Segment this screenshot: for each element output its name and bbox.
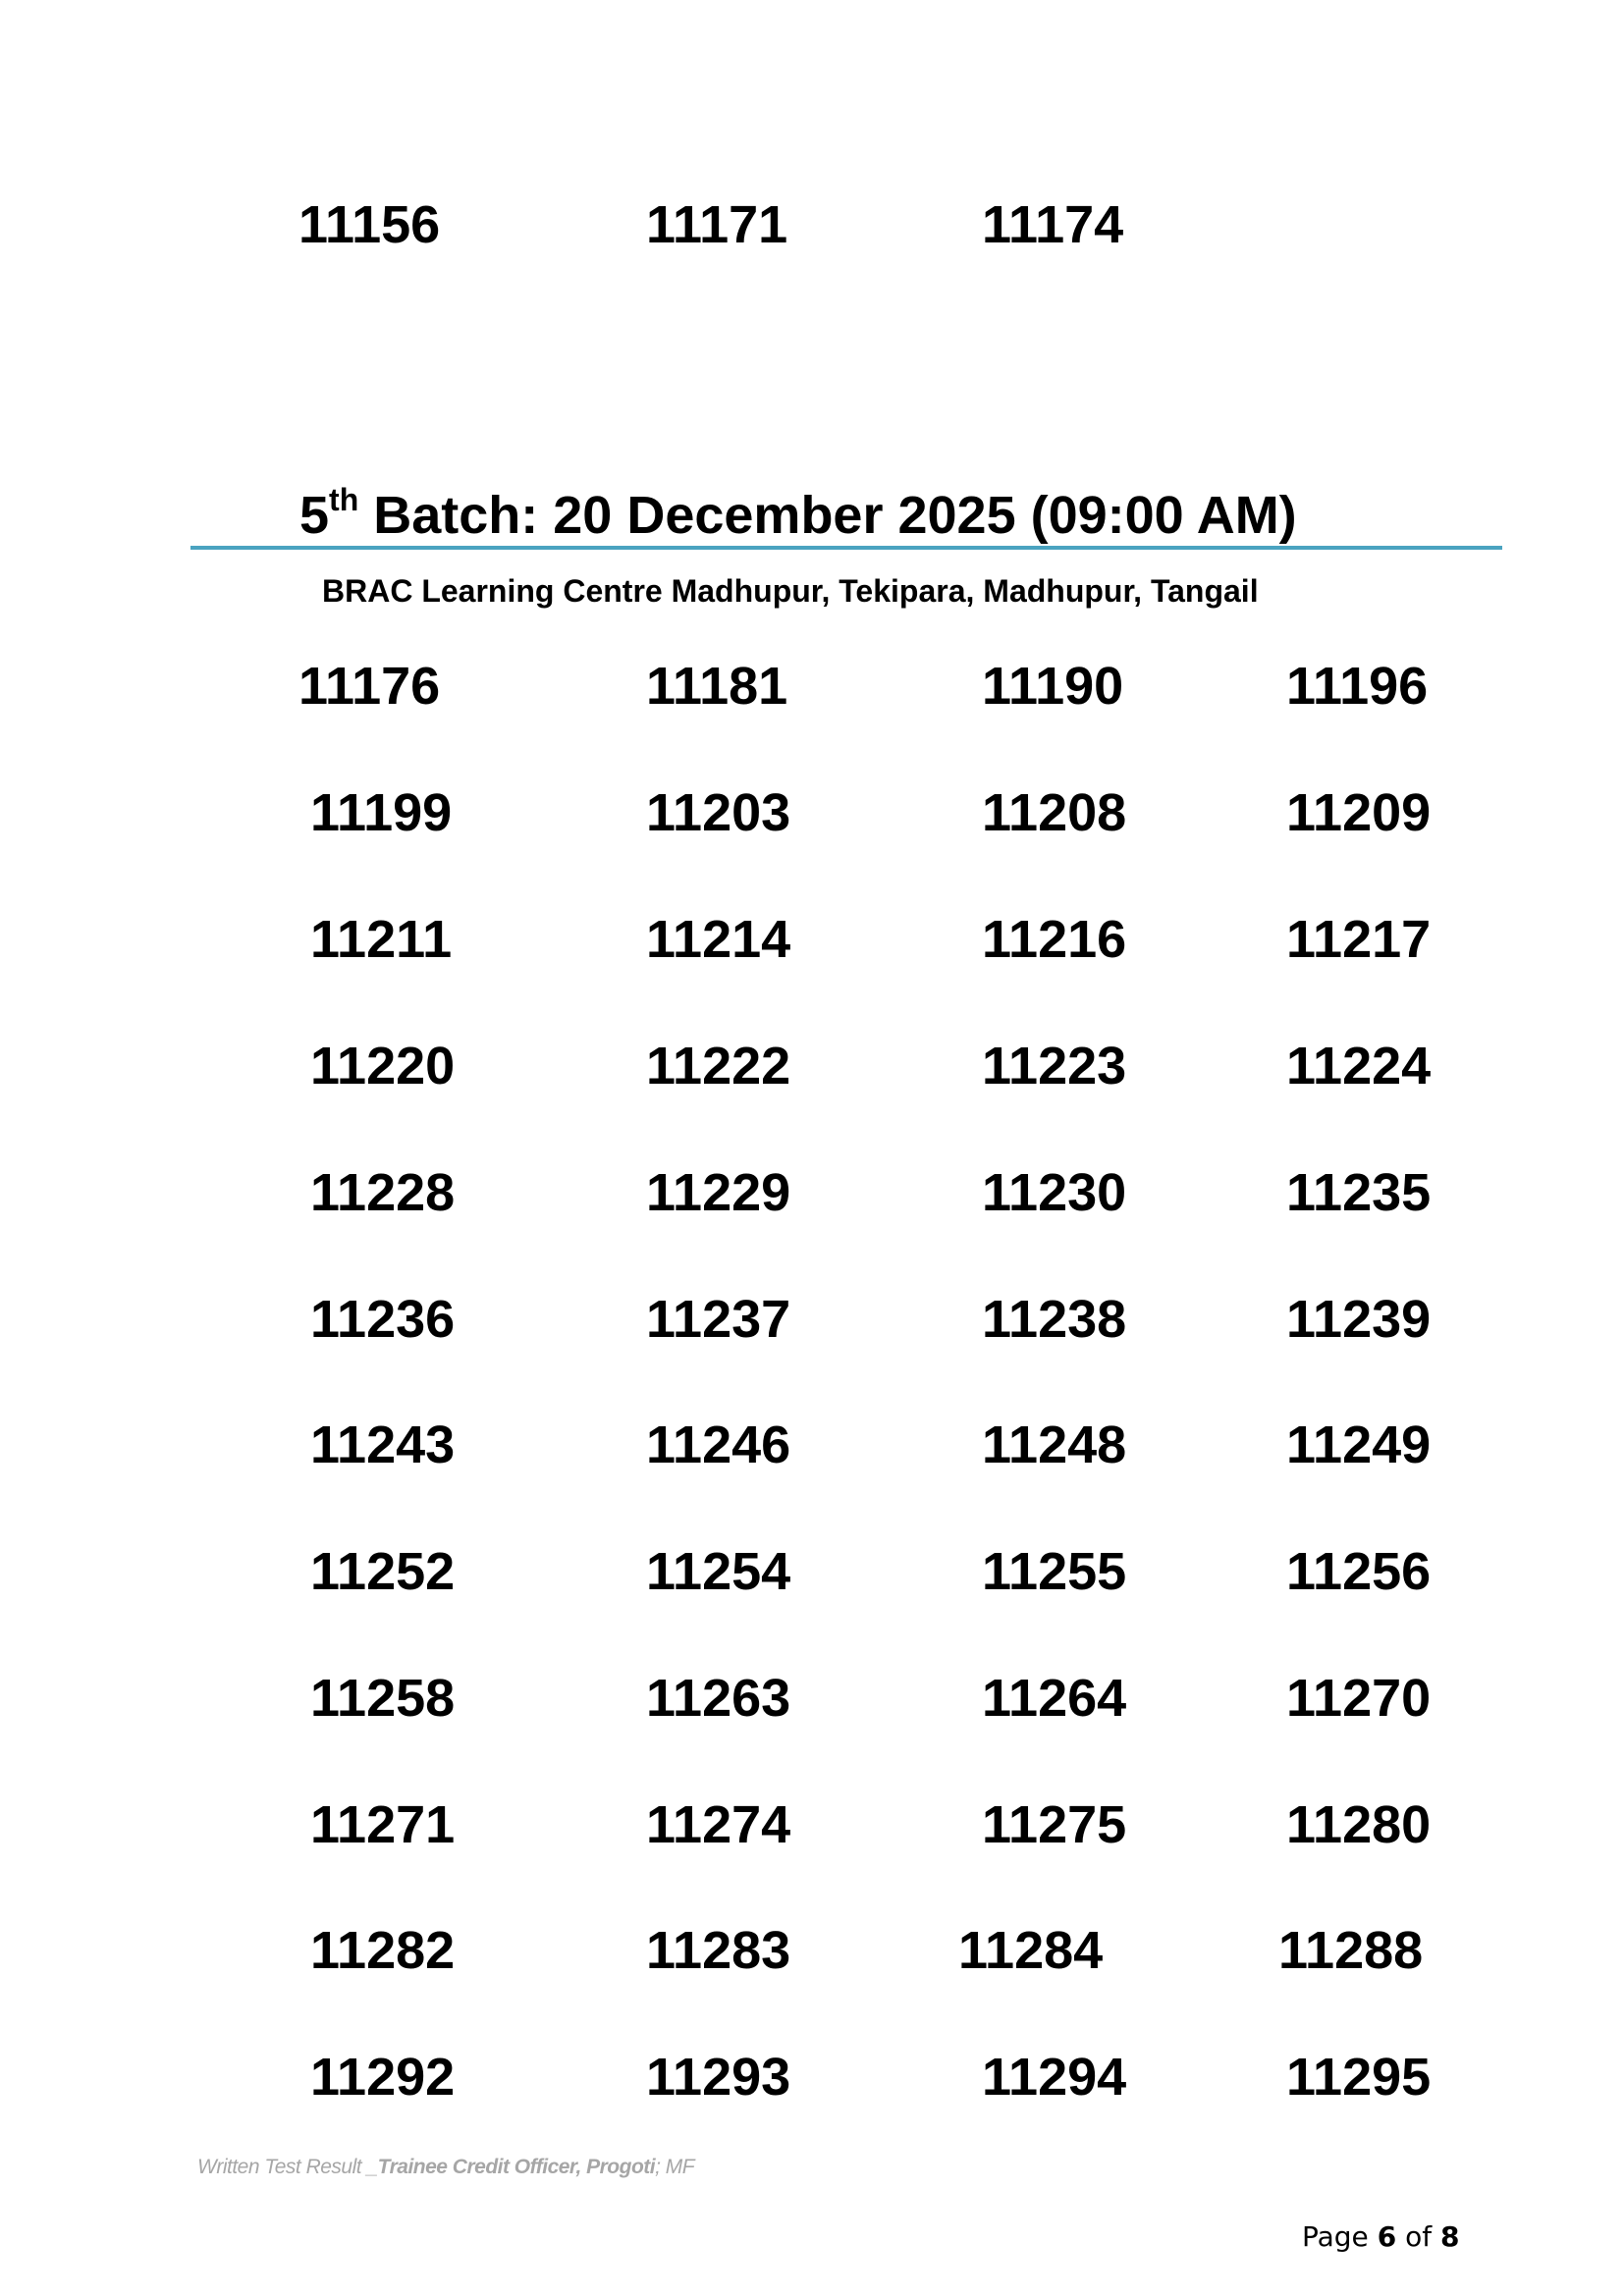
roll-number: 11203 [646, 783, 791, 842]
roll-number: 11246 [646, 1415, 791, 1474]
roll-row [0, 780, 1624, 849]
roll-number: 11208 [982, 783, 1127, 842]
roll-row [0, 1539, 1624, 1608]
heading-divider [190, 546, 1502, 550]
roll-number: 11211 [310, 910, 453, 969]
roll-number: 11284 [958, 1921, 1104, 1980]
roll-number: 11254 [646, 1542, 791, 1601]
roll-number: 11263 [646, 1669, 791, 1728]
page-label: Page [1302, 2220, 1378, 2253]
roll-number-grid [0, 654, 1624, 2126]
roll-number: 11181 [646, 657, 788, 716]
roll-number: 11280 [1286, 1795, 1432, 1854]
roll-number: 11243 [310, 1415, 456, 1474]
roll-number: 11220 [310, 1037, 456, 1095]
roll-number: 11190 [982, 657, 1124, 716]
roll-number: 11222 [646, 1037, 791, 1095]
roll-number: 11171 [646, 195, 788, 254]
roll-row [0, 1034, 1624, 1102]
roll-number: 11176 [298, 657, 441, 716]
roll-number: 11248 [982, 1415, 1127, 1474]
footer-doc-title: Trainee Credit Officer, Progoti [377, 2156, 656, 2178]
roll-number: 11288 [1278, 1921, 1424, 1980]
roll-number: 11196 [1286, 657, 1429, 716]
batch-venue: BRAC Learning Centre Madhupur, Tekipara, Madhupur, Tangail [322, 573, 1259, 609]
footer-prefix: Written Test Result _ [197, 2156, 378, 2178]
roll-row [0, 1918, 1624, 1987]
batch-ordinal-number: 5 [299, 486, 330, 545]
roll-number: 11256 [1286, 1542, 1432, 1601]
roll-number: 11235 [1286, 1163, 1432, 1222]
roll-number: 11156 [298, 195, 441, 254]
roll-number: 11274 [646, 1795, 791, 1854]
roll-row [0, 1666, 1624, 1735]
roll-number: 11283 [646, 1921, 791, 1980]
roll-number: 11282 [310, 1921, 456, 1980]
roll-number: 11258 [310, 1669, 456, 1728]
roll-number: 11292 [310, 2048, 456, 2107]
roll-number: 11214 [646, 910, 791, 969]
roll-number: 11252 [310, 1542, 456, 1601]
roll-number: 11271 [310, 1795, 456, 1854]
roll-number: 11270 [1286, 1669, 1432, 1728]
roll-number: 11230 [982, 1163, 1127, 1222]
roll-number: 11224 [1286, 1037, 1432, 1095]
roll-number: 11264 [982, 1669, 1127, 1728]
roll-number: 11255 [982, 1542, 1127, 1601]
carryover-roll-row [0, 192, 1624, 261]
roll-number: 11293 [646, 2048, 791, 2107]
roll-row [0, 1792, 1624, 1861]
page-of: of [1396, 2220, 1440, 2253]
roll-number: 11275 [982, 1795, 1127, 1854]
roll-number: 11223 [982, 1037, 1127, 1095]
batch-ordinal-suffix: th [329, 482, 359, 517]
roll-number: 11294 [982, 2048, 1127, 2107]
roll-row [0, 1413, 1624, 1481]
roll-number: 11228 [310, 1163, 456, 1222]
roll-number: 11229 [646, 1163, 791, 1222]
roll-row [0, 1287, 1624, 1356]
page-current: 6 [1377, 2220, 1397, 2253]
batch-heading [299, 469, 1297, 550]
roll-number: 11174 [982, 195, 1124, 254]
roll-row [0, 654, 1624, 722]
roll-number: 11217 [1286, 910, 1432, 969]
roll-row [0, 1160, 1624, 1229]
roll-row [0, 2045, 1624, 2113]
roll-number: 11249 [1286, 1415, 1432, 1474]
roll-number: 11239 [1286, 1290, 1432, 1349]
roll-number: 11237 [646, 1290, 791, 1349]
roll-number: 11209 [1286, 783, 1432, 842]
roll-number: 11295 [1286, 2048, 1432, 2107]
page-total: 8 [1439, 2220, 1460, 2253]
roll-number: 11238 [982, 1290, 1127, 1349]
batch-title-text: Batch: 20 December 2025 (09:00 AM) [358, 486, 1297, 545]
roll-number: 11236 [310, 1290, 456, 1349]
roll-row [0, 907, 1624, 976]
document-footer-label [197, 2156, 694, 2179]
footer-suffix: ; MF [655, 2156, 695, 2178]
page-number [1302, 2220, 1459, 2253]
roll-number: 11199 [310, 783, 453, 842]
roll-number: 11216 [982, 910, 1127, 969]
